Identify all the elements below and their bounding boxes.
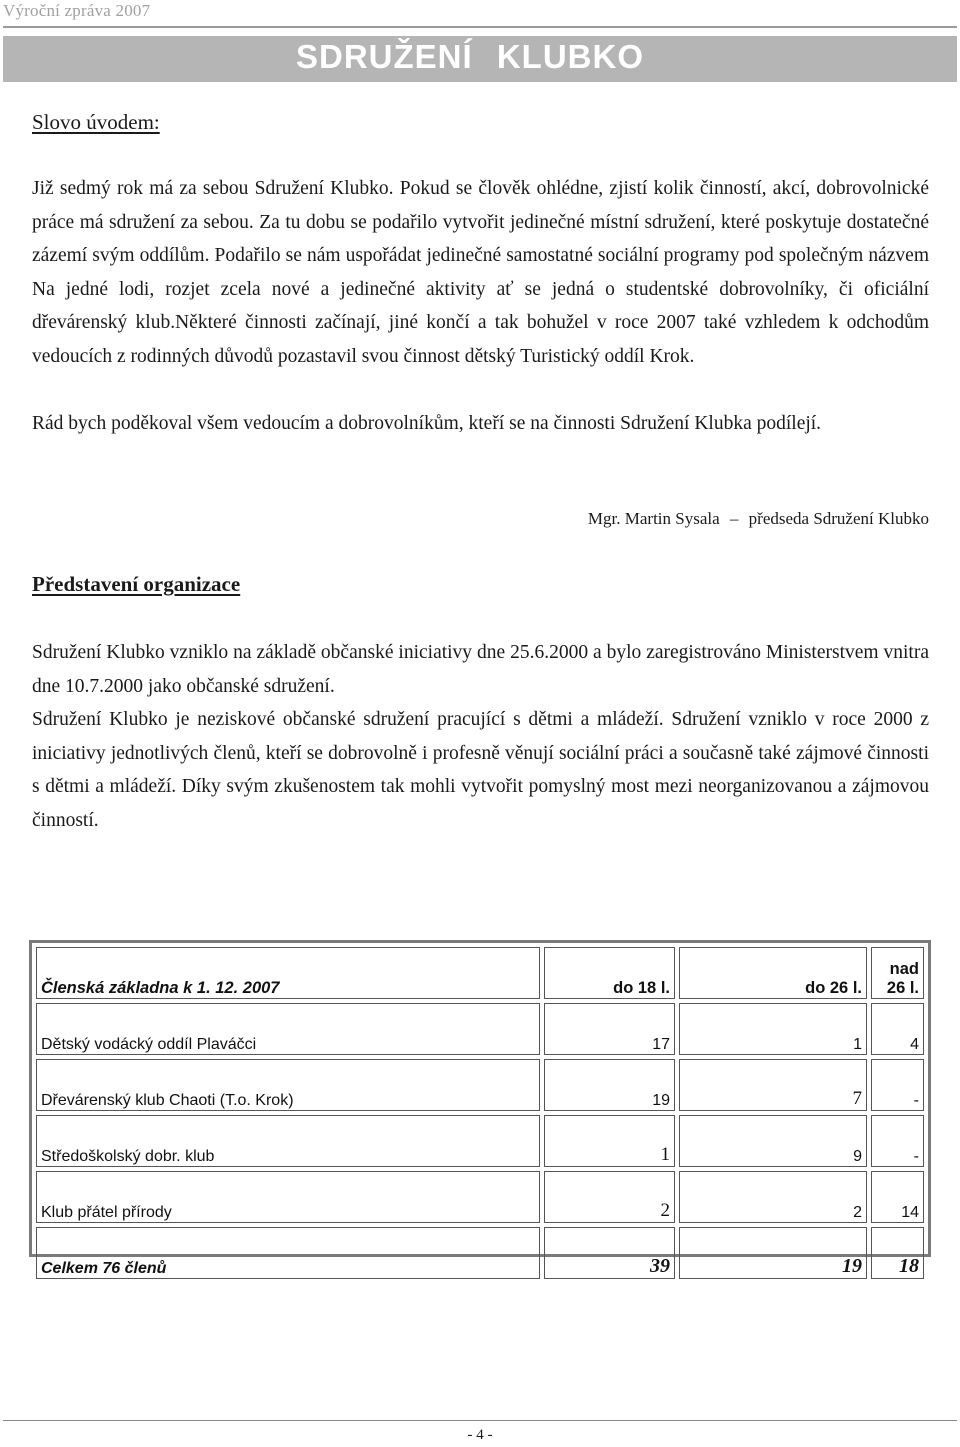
total-under-26: 19 (679, 1227, 867, 1279)
row-under-18: 1 (544, 1115, 675, 1167)
total-over-26: 18 (871, 1227, 924, 1279)
table-header-row (36, 947, 924, 999)
table-header-over-26: nad 26 l. (871, 947, 924, 999)
table-row (36, 1003, 924, 1055)
row-under-18: 17 (544, 1003, 675, 1055)
membership-table (29, 940, 931, 1277)
row-club-name: Dřevárenský klub Chaoti (T.o. Krok) (36, 1059, 540, 1111)
table-row (36, 1171, 924, 1223)
table-header-label: Členská základna k 1. 12. 2007 (36, 947, 540, 999)
footer-rule (3, 1420, 957, 1421)
row-club-name: Dětský vodácký oddíl Plaváčci (36, 1003, 540, 1055)
signature-name: Mgr. Martin Sysala (587, 509, 720, 528)
page-number: - 4 - (467, 1427, 493, 1443)
row-under-26: 1 (679, 1003, 867, 1055)
organization-heading: Představení organizace (32, 572, 241, 596)
row-over-26: 4 (871, 1003, 924, 1055)
banner-title: SDRUŽENÍ KLUBKO (296, 38, 644, 75)
row-under-18: 19 (544, 1059, 675, 1111)
row-under-26: 7 (679, 1059, 867, 1111)
row-over-26: - (871, 1115, 924, 1167)
table-header-under-18: do 18 l. (544, 947, 675, 999)
row-over-26: - (871, 1059, 924, 1111)
table-row (36, 1115, 924, 1167)
signature (588, 509, 929, 529)
table-total-row (36, 1227, 924, 1279)
title-banner (3, 36, 957, 82)
row-club-name: Klub přátel přírody (36, 1171, 540, 1223)
founding-paragraph: Sdružení Klubko vzniklo na základě občanské iniciativy dne 25.6.2000 a bylo zaregistrováno Ministerstvem vnitra dne 10.7.2000 jako občanské sdružení. (32, 642, 929, 697)
row-club-name: Středoškolský dobr. klub (36, 1115, 540, 1167)
signature-separator: – (729, 509, 739, 528)
signature-role: předseda Sdružení Klubko (748, 509, 929, 528)
intro-paragraph: Již sedmý rok má za sebou Sdružení Klubko. Pokud se člověk ohlédne, zjistí kolik činností, akcí, dobrovolnické práce má sdružení za sebou. Za tu dobu se podařilo vytvořit jedinečné místní sdružení, které poskytuje dostatečné zázemí svým oddílům. Podařilo se nám uspořádat jedinečné samostatné sociální programy pod společným názvem Na jedné lodi, rozjet zcela nové a jedinečné aktivity ať se jedná o studentské dobrovolníky, či oficiální dřevárenský klub.Některé činnosti začínají, jiné končí a tak bohužel v roce 2007 také vzhledem k odchodům vedoucích z rodinných důvodů pozastavil svou činnost dětský Turistický oddíl Krok. (32, 178, 929, 367)
table-row (36, 1059, 924, 1111)
row-over-26: 14 (871, 1171, 924, 1223)
row-under-26: 2 (679, 1171, 867, 1223)
table-header-under-26: do 26 l. (679, 947, 867, 999)
intro-heading: Slovo úvodem: (32, 110, 160, 134)
row-under-26: 9 (679, 1115, 867, 1167)
row-under-18: 2 (544, 1171, 675, 1223)
header-rule (3, 26, 957, 28)
running-title: Výroční zpráva 2007 (3, 1, 151, 20)
total-label: Celkem 76 členů (36, 1227, 540, 1279)
total-under-18: 39 (544, 1227, 675, 1279)
thanks-paragraph: Rád bych poděkoval všem vedoucím a dobrovolníkům, kteří se na činnosti Sdružení Klubka podílejí. (32, 413, 822, 434)
mission-paragraph: Sdružení Klubko je neziskové občanské sdružení pracující s dětmi a mládeží. Sdružení vzniklo v roce 2000 z iniciativy jednotlivých členů, kteří se dobrovolně i profesně věnují sociální práci a současně také zájmové činnosti s dětmi a mládeží. Díky svým zkušenostem tak mohli vytvořit pomyslný most mezi neorganizovanou a zájmovou činností. (32, 709, 929, 831)
